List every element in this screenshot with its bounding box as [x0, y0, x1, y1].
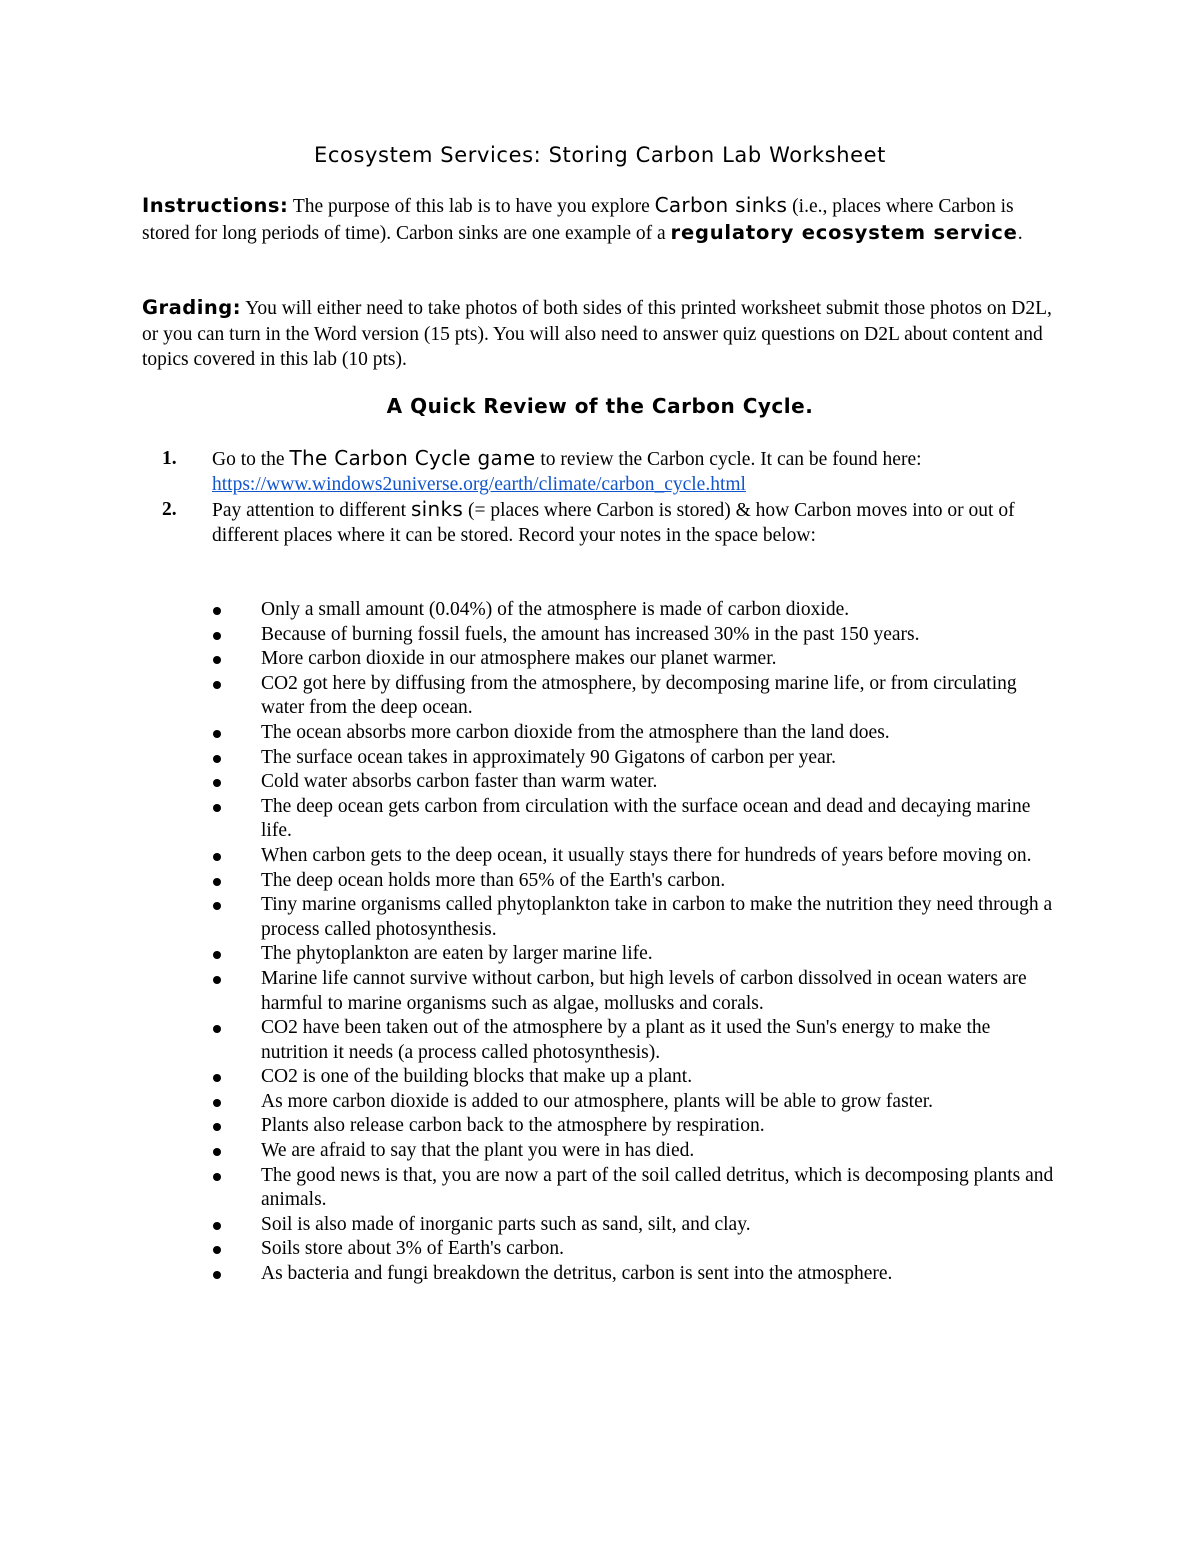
instructions-text-3: .	[1017, 222, 1023, 244]
note-text: The good news is that, you are now a part of the soil called detritus, which is decomposing plants and animals.	[261, 1164, 1054, 1211]
bullet-icon	[213, 607, 221, 615]
note-text: CO2 got here by diffusing from the atmosphere, by decomposing marine life, or from circulating water from the deep ocean.	[261, 672, 1017, 719]
bullet-icon	[213, 853, 221, 861]
bullet-icon	[213, 1074, 221, 1082]
list-item	[0, 967, 1061, 1016]
step-text: (= places where Carbon is stored) & how Carbon moves into or out of different places where it can be stored. Record your notes in the space below:	[212, 500, 1015, 546]
bullet-icon	[213, 804, 221, 812]
note-text: The deep ocean holds more than 65% of the Earth's carbon.	[261, 869, 726, 891]
list-item	[0, 1090, 1061, 1115]
list-item	[0, 1262, 1061, 1287]
step-text: to review the Carbon cycle. It can be found here:	[535, 449, 922, 470]
grading-label: Grading:	[142, 296, 242, 319]
note-text: More carbon dioxide in our atmosphere makes our planet warmer.	[261, 648, 777, 670]
note-text: When carbon gets to the deep ocean, it usually stays there for hundreds of years before moving on.	[261, 844, 1032, 866]
bullet-icon	[213, 779, 221, 787]
bullet-icon	[213, 755, 221, 763]
list-item	[0, 721, 1061, 746]
bullet-icon	[213, 656, 221, 664]
list-item	[0, 770, 1061, 795]
step-item	[0, 497, 1062, 548]
bullet-icon	[213, 1099, 221, 1107]
bullet-icon	[213, 681, 221, 689]
bullet-icon	[213, 1123, 221, 1131]
bullet-icon	[213, 902, 221, 910]
list-item	[0, 844, 1061, 869]
bullet-icon	[213, 1148, 221, 1156]
step-item	[0, 446, 1062, 497]
list-item	[0, 1016, 1061, 1065]
list-item	[0, 1114, 1061, 1139]
step-text: Go to the	[212, 449, 290, 470]
list-item	[0, 893, 1061, 942]
note-text: The surface ocean takes in approximately 90 Gigatons of carbon per year.	[261, 746, 837, 768]
page-title: Ecosystem Services: Storing Carbon Lab Worksheet	[314, 143, 886, 167]
instructions-text-2: (i.e., places where Carbon is stored for long periods of time). Carbon sinks are one example of a	[142, 196, 1014, 244]
list-item	[0, 746, 1061, 771]
note-text: Tiny marine organisms called phytoplankton take in carbon to make the nutrition they need through a process called photosynthesis.	[261, 894, 1053, 940]
list-item	[0, 647, 1061, 672]
note-text: The phytoplankton are eaten by larger marine life.	[261, 943, 653, 965]
step-number: 1.	[162, 448, 177, 469]
bullet-icon	[213, 632, 221, 640]
section-title: A Quick Review of the Carbon Cycle.	[386, 394, 814, 418]
bullet-icon	[213, 1025, 221, 1033]
note-text: As bacteria and fungi breakdown the detritus, carbon is sent into the atmosphere.	[261, 1263, 893, 1285]
step-number: 2.	[162, 499, 177, 520]
note-text: Only a small amount (0.04%) of the atmosphere is made of carbon dioxide.	[261, 599, 850, 620]
bullet-icon	[213, 1222, 221, 1230]
note-text: Because of burning fossil fuels, the amount has increased 30% in the past 150 years.	[261, 623, 920, 645]
grading-paragraph	[142, 295, 1062, 373]
bullet-icon	[213, 951, 221, 959]
list-item	[0, 1237, 1061, 1262]
instructions-text-1: The purpose of this lab is to have you explore	[288, 196, 655, 217]
list-item	[0, 869, 1061, 894]
sinks-term: sinks	[410, 497, 464, 521]
step-text: Pay attention to different	[212, 500, 411, 521]
instructions-label: Instructions:	[142, 194, 289, 217]
note-text: As more carbon dioxide is added to our atmosphere, plants will be able to grow faster.	[261, 1090, 934, 1112]
list-item	[0, 672, 1061, 721]
note-text: CO2 have been taken out of the atmosphere by a plant as it used the Sun's energy to make the nutrition it needs (a process called photosynthesis).	[261, 1017, 991, 1063]
list-item	[0, 942, 1061, 967]
bullet-icon	[213, 976, 221, 984]
bullet-icon	[213, 730, 221, 738]
list-item	[0, 1139, 1061, 1164]
note-text: Cold water absorbs carbon faster than warm water.	[261, 771, 658, 793]
list-item	[0, 1164, 1061, 1213]
carbon-cycle-link[interactable]: https://www.windows2universe.org/earth/climate/carbon_cycle.html	[212, 474, 746, 495]
game-name: The Carbon Cycle game	[289, 446, 536, 470]
list-item	[0, 1065, 1061, 1090]
steps-list	[0, 446, 1200, 548]
list-item	[0, 623, 1061, 648]
list-item	[0, 1213, 1061, 1238]
bullet-icon	[213, 1246, 221, 1254]
bullet-icon	[213, 1271, 221, 1279]
bullet-icon	[213, 878, 221, 886]
note-text: We are afraid to say that the plant you were in has died.	[261, 1140, 695, 1162]
instructions-paragraph	[142, 193, 1062, 246]
carbon-sinks-term: Carbon sinks	[654, 193, 788, 217]
list-item	[0, 598, 1061, 623]
note-text: Soils store about 3% of Earth's carbon.	[261, 1238, 564, 1260]
grading-text: You will either need to take photos of both sides of this printed worksheet submit those photos on D2L, or you can turn in the Word version (15 pts). You will also need to answer quiz questions on D2L about content and topics covered in this lab (10 pts).	[142, 298, 1052, 370]
note-text: Plants also release carbon back to the atmosphere by respiration.	[261, 1115, 765, 1137]
list-item	[0, 795, 1061, 844]
note-text: CO2 is one of the building blocks that make up a plant.	[261, 1066, 693, 1088]
note-text: The ocean absorbs more carbon dioxide from the atmosphere than the land does.	[261, 721, 890, 743]
note-text: Marine life cannot survive without carbon, but high levels of carbon dissolved in ocean waters are harmful to marine organisms such as algae, mollusks and corals.	[261, 967, 1027, 1014]
regulatory-service-term: regulatory ecosystem service	[670, 220, 1018, 244]
bullet-icon	[213, 1173, 221, 1181]
notes-list	[0, 598, 1200, 1287]
note-text: Soil is also made of inorganic parts such as sand, silt, and clay.	[261, 1213, 751, 1235]
note-text: The deep ocean gets carbon from circulation with the surface ocean and dead and decaying marine life.	[261, 795, 1031, 842]
